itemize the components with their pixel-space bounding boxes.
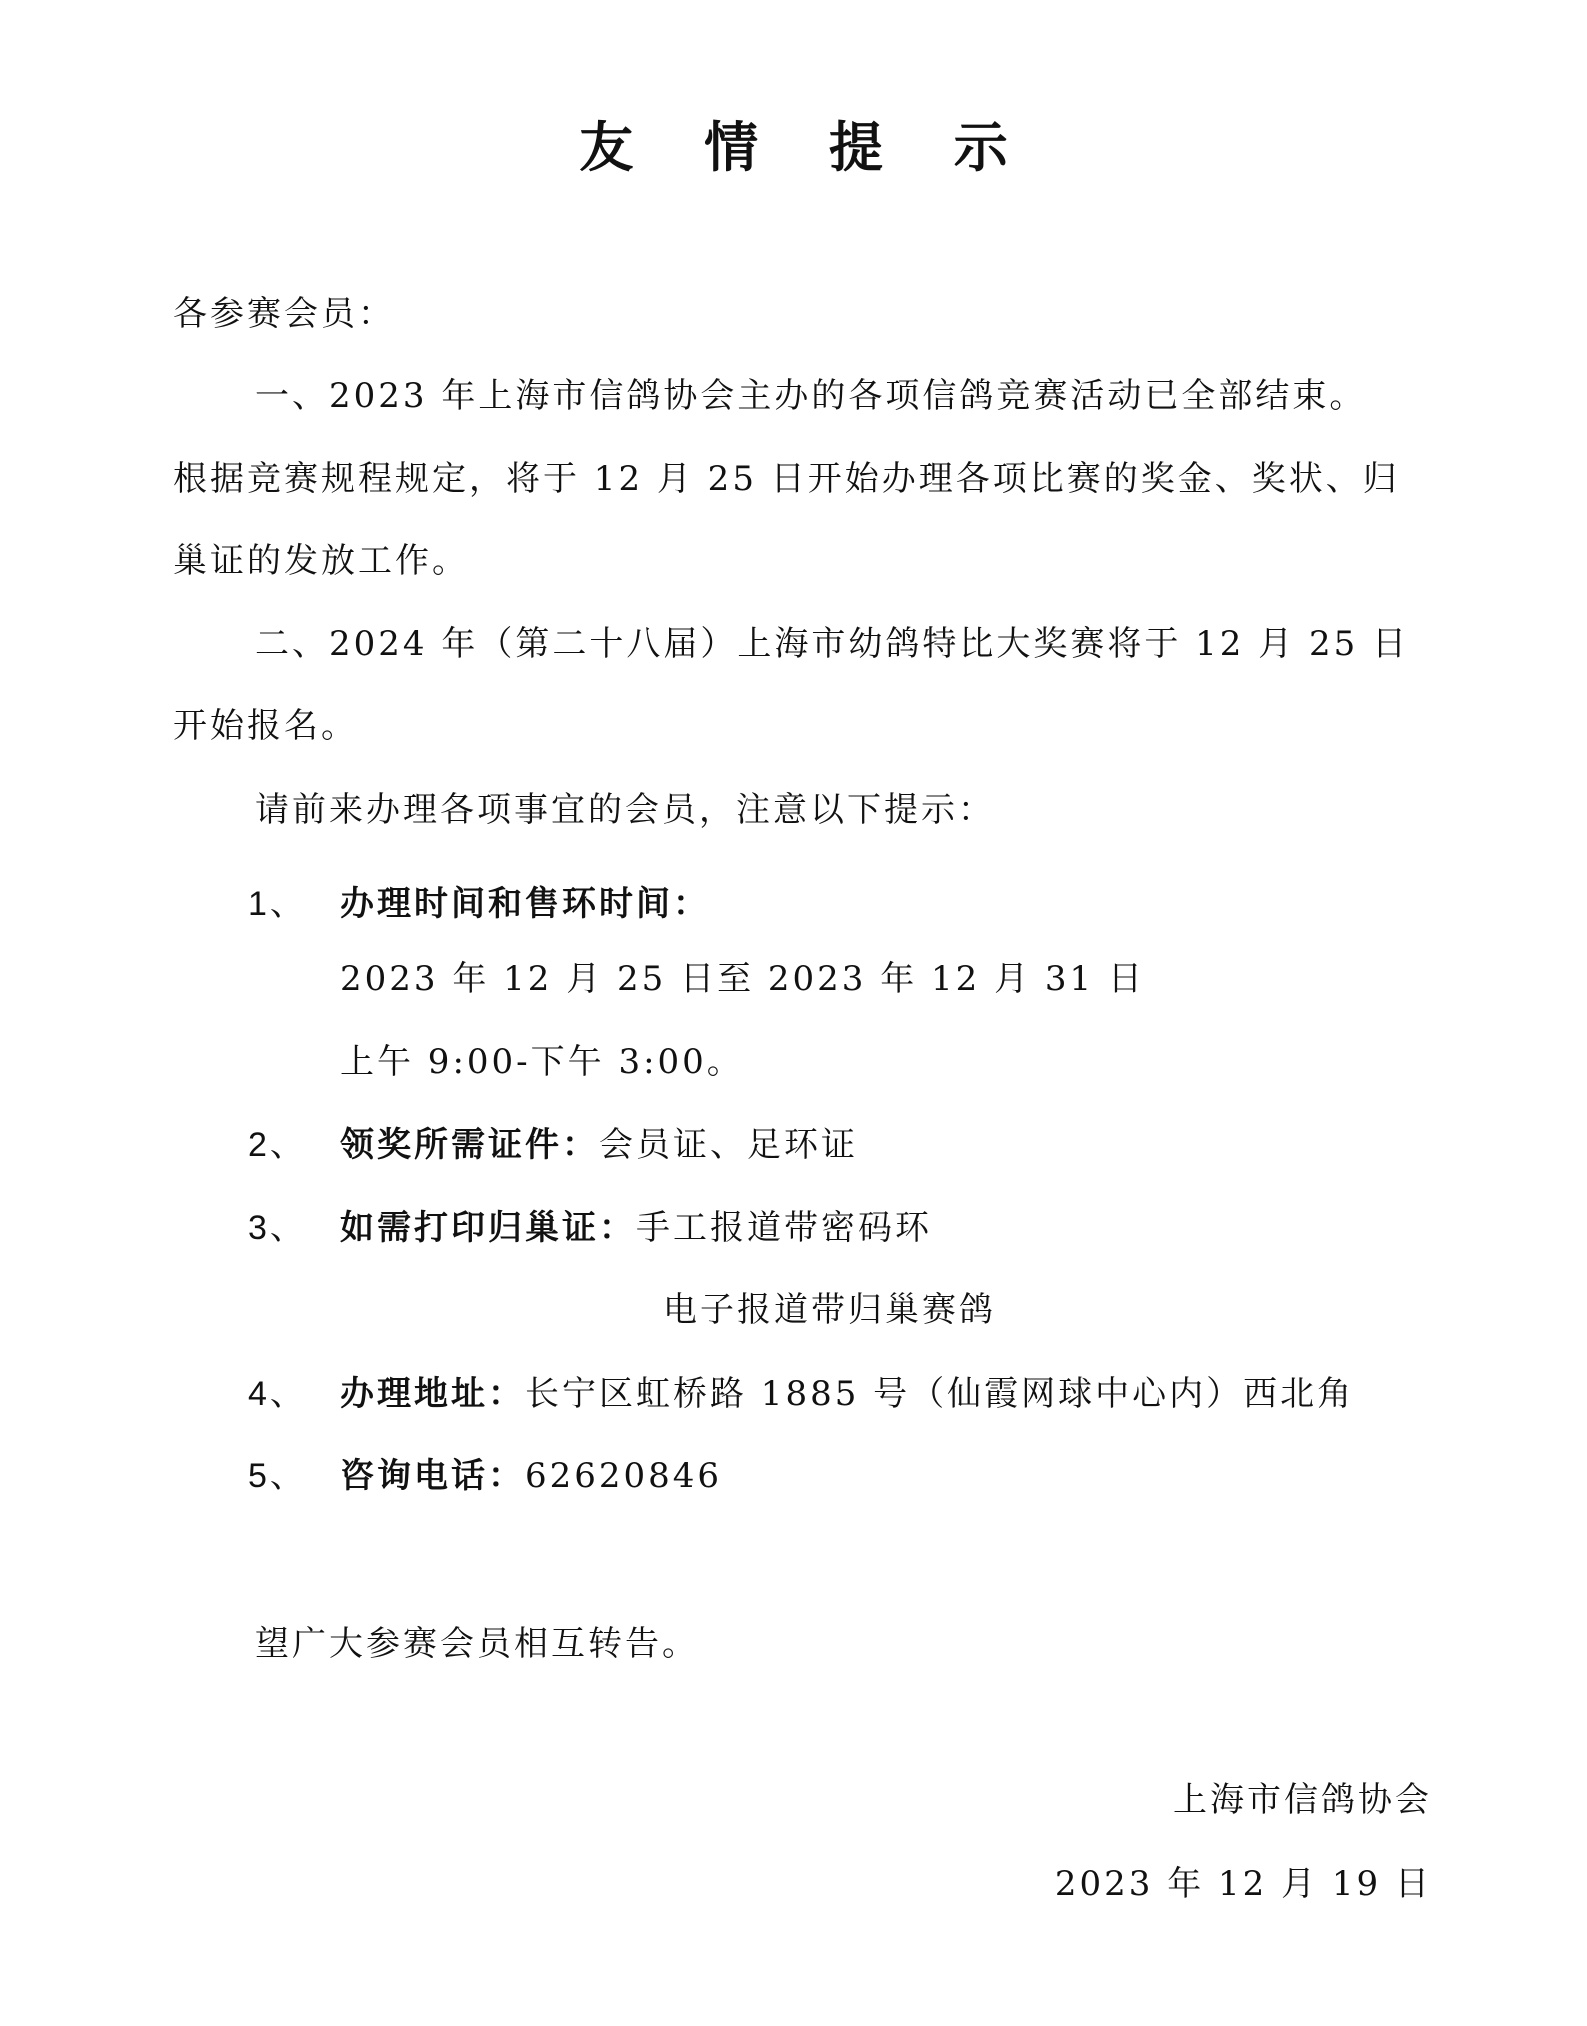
notice-intro: 请前来办理各项事宜的会员，注意以下提示： <box>255 790 995 830</box>
list-item <box>248 880 710 928</box>
list-item <box>248 1370 1354 1418</box>
list-item <box>248 1452 722 1500</box>
item-label: 如需打印归巢证： <box>340 1208 636 1248</box>
item-1-date-range: 2023 年 12 月 25 日至 2023 年 12 月 31 日 <box>340 959 1145 999</box>
para1-line3: 巢证的发放工作。 <box>173 541 469 581</box>
item-label: 领奖所需证件： <box>340 1125 599 1165</box>
list-item <box>248 1204 932 1252</box>
document-date: 2023 年 12 月 19 日 <box>1054 1864 1432 1904</box>
item-number: 1、 <box>248 885 307 923</box>
list-item <box>248 1121 858 1169</box>
closing-remark: 望广大参赛会员相互转告。 <box>255 1624 699 1664</box>
item-value: 会员证、足环证 <box>599 1125 858 1165</box>
item-3-extra-line: 电子报道带归巢赛鸽 <box>663 1290 996 1330</box>
salutation: 各参赛会员： <box>173 294 395 334</box>
item-number: 4、 <box>248 1375 307 1413</box>
item-label: 办理时间和售环时间： <box>340 884 710 924</box>
item-1-hours: 上午 9:00-下午 3:00。 <box>340 1042 744 1082</box>
para2-line2: 开始报名。 <box>173 706 358 746</box>
item-number: 5、 <box>248 1457 307 1495</box>
signature: 上海市信鸽协会 <box>1173 1780 1432 1820</box>
item-label: 咨询电话： <box>340 1456 525 1496</box>
para1-line2: 根据竞赛规程规定，将于 12 月 25 日开始办理各项比赛的奖金、奖状、归 <box>173 459 1400 499</box>
item-number: 2、 <box>248 1126 307 1164</box>
item-number: 3、 <box>248 1209 307 1247</box>
item-value: 手工报道带密码环 <box>636 1208 932 1248</box>
item-value: 长宁区虹桥路 1885 号（仙霞网球中心内）西北角 <box>525 1374 1355 1414</box>
item-value: 62620846 <box>525 1456 723 1496</box>
para1-line1: 一、2023 年上海市信鸽协会主办的各项信鸽竞赛活动已全部结束。 <box>255 376 1367 416</box>
item-label: 办理地址： <box>340 1374 525 1414</box>
para2-line1: 二、2024 年（第二十八届）上海市幼鸽特比大奖赛将于 12 月 25 日 <box>255 624 1410 664</box>
document-title: 友 情 提 示 <box>579 116 1034 179</box>
